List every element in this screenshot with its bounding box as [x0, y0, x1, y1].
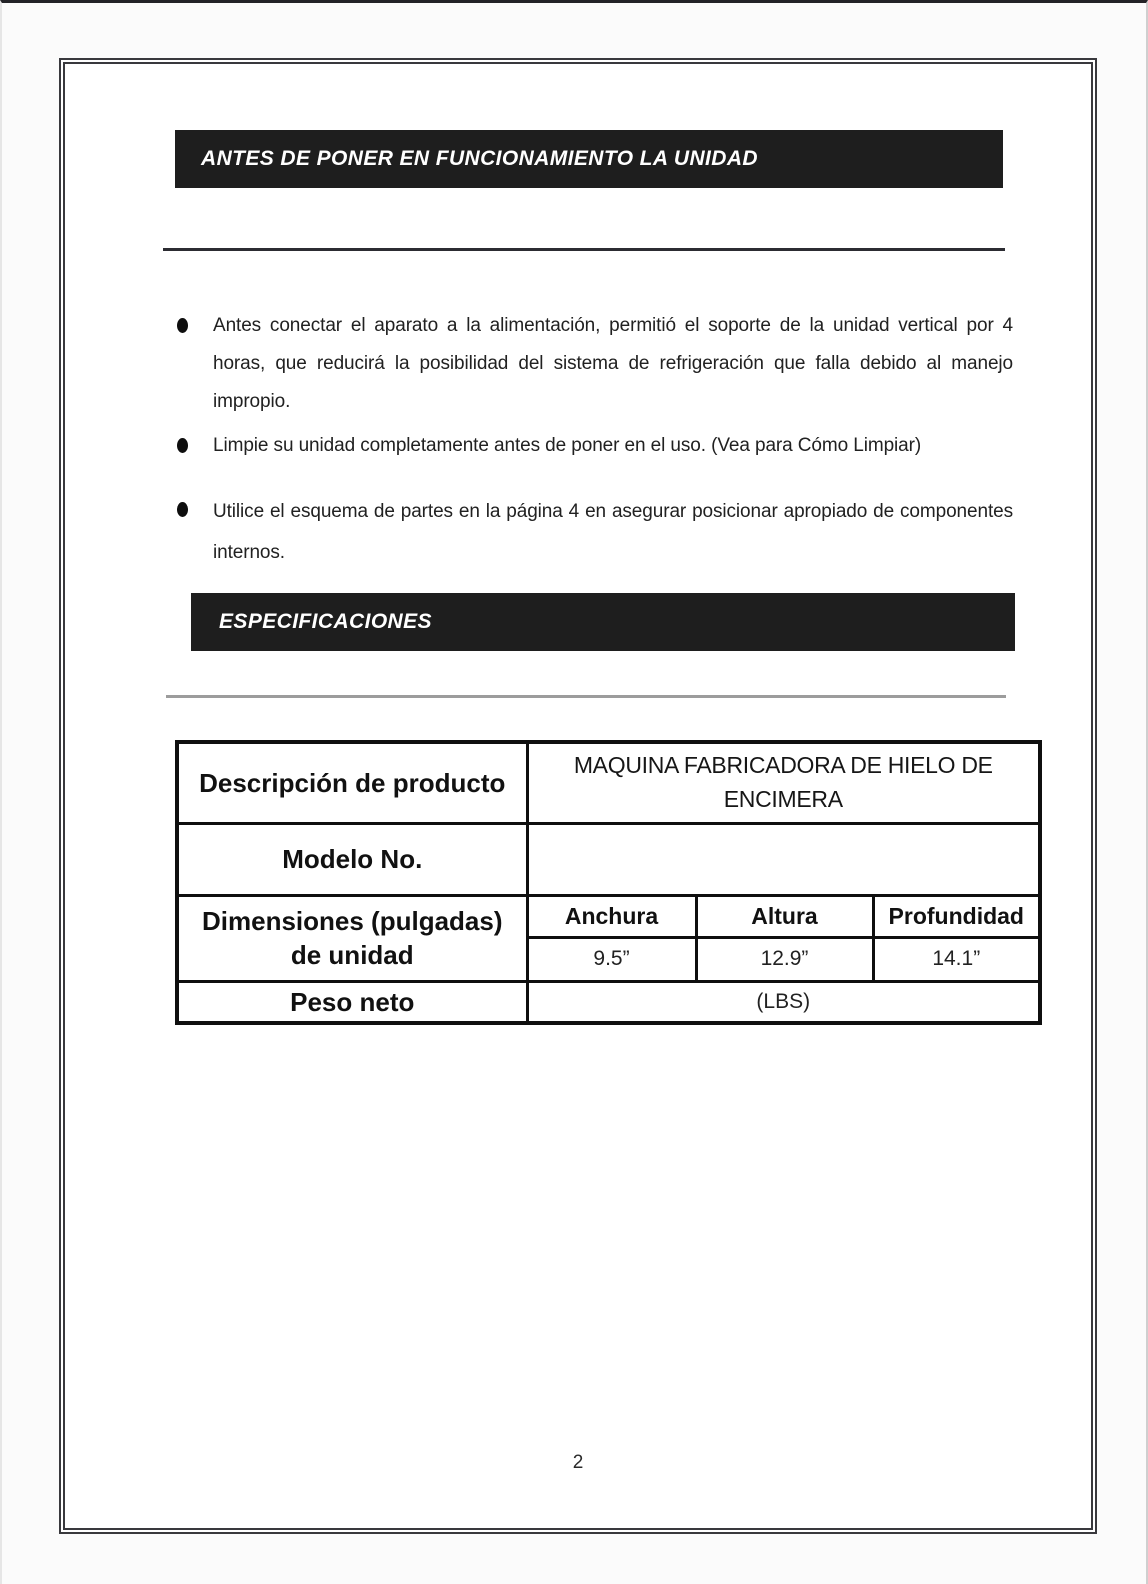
bullet-text: Utilice el esquema de partes en la página 4 en asegurar posicionar apropiado de componentes internos.	[213, 501, 1013, 563]
bullet-icon	[177, 502, 188, 517]
section-title-specifications: ESPECIFICACIONES	[219, 610, 432, 633]
bullet-icon	[177, 318, 188, 333]
section-title-before-operating: ANTES DE PONER EN FUNCIONAMIENTO LA UNIDAD	[201, 147, 758, 170]
bullet-icon	[177, 438, 188, 453]
section-banner-specifications	[191, 593, 1015, 651]
bullet-item	[213, 307, 1013, 421]
page-frame	[59, 58, 1097, 1534]
divider-line-dark	[163, 248, 1005, 251]
bullet-text: Antes conectar el aparato a la alimentación, permitió el soporte de la unidad vertical por 4 horas, que reducirá la posibilidad del sistema de refrigeración que falla debido al manejo impropio.	[213, 315, 1013, 412]
dimension-column-height: Altura	[696, 895, 873, 937]
table-row-dimension-headers	[177, 895, 1040, 937]
product-description-value: MAQUINA FABRICADORA DE HIELO DE ENCIMERA	[527, 742, 1040, 823]
spec-table	[175, 740, 1042, 1025]
dimension-value-depth: 14.1”	[873, 937, 1040, 981]
dimension-value-height: 12.9”	[696, 937, 873, 981]
net-weight-value: (LBS)	[527, 981, 1040, 1023]
model-no-value	[527, 823, 1040, 895]
dimensions-label: Dimensiones (pulgadas) de unidad	[177, 895, 527, 981]
dimension-value-width: 9.5”	[527, 937, 696, 981]
divider-line-gray	[166, 695, 1006, 698]
page-number: 2	[572, 1452, 584, 1473]
model-no-label: Modelo No.	[177, 823, 527, 895]
bullet-item	[213, 491, 1013, 573]
bullet-item	[213, 427, 1013, 465]
section-banner-before-operating	[175, 130, 1003, 188]
net-weight-label: Peso neto	[177, 981, 527, 1023]
dimension-column-depth: Profundidad	[873, 895, 1040, 937]
product-description-label: Descripción de producto	[177, 742, 527, 823]
table-row-model	[177, 823, 1040, 895]
table-row-product	[177, 742, 1040, 823]
table-row-net-weight	[177, 981, 1040, 1023]
bullet-text: Limpie su unidad completamente antes de poner en el uso. (Vea para Cómo Limpiar)	[213, 435, 922, 456]
dimension-column-width: Anchura	[527, 895, 696, 937]
